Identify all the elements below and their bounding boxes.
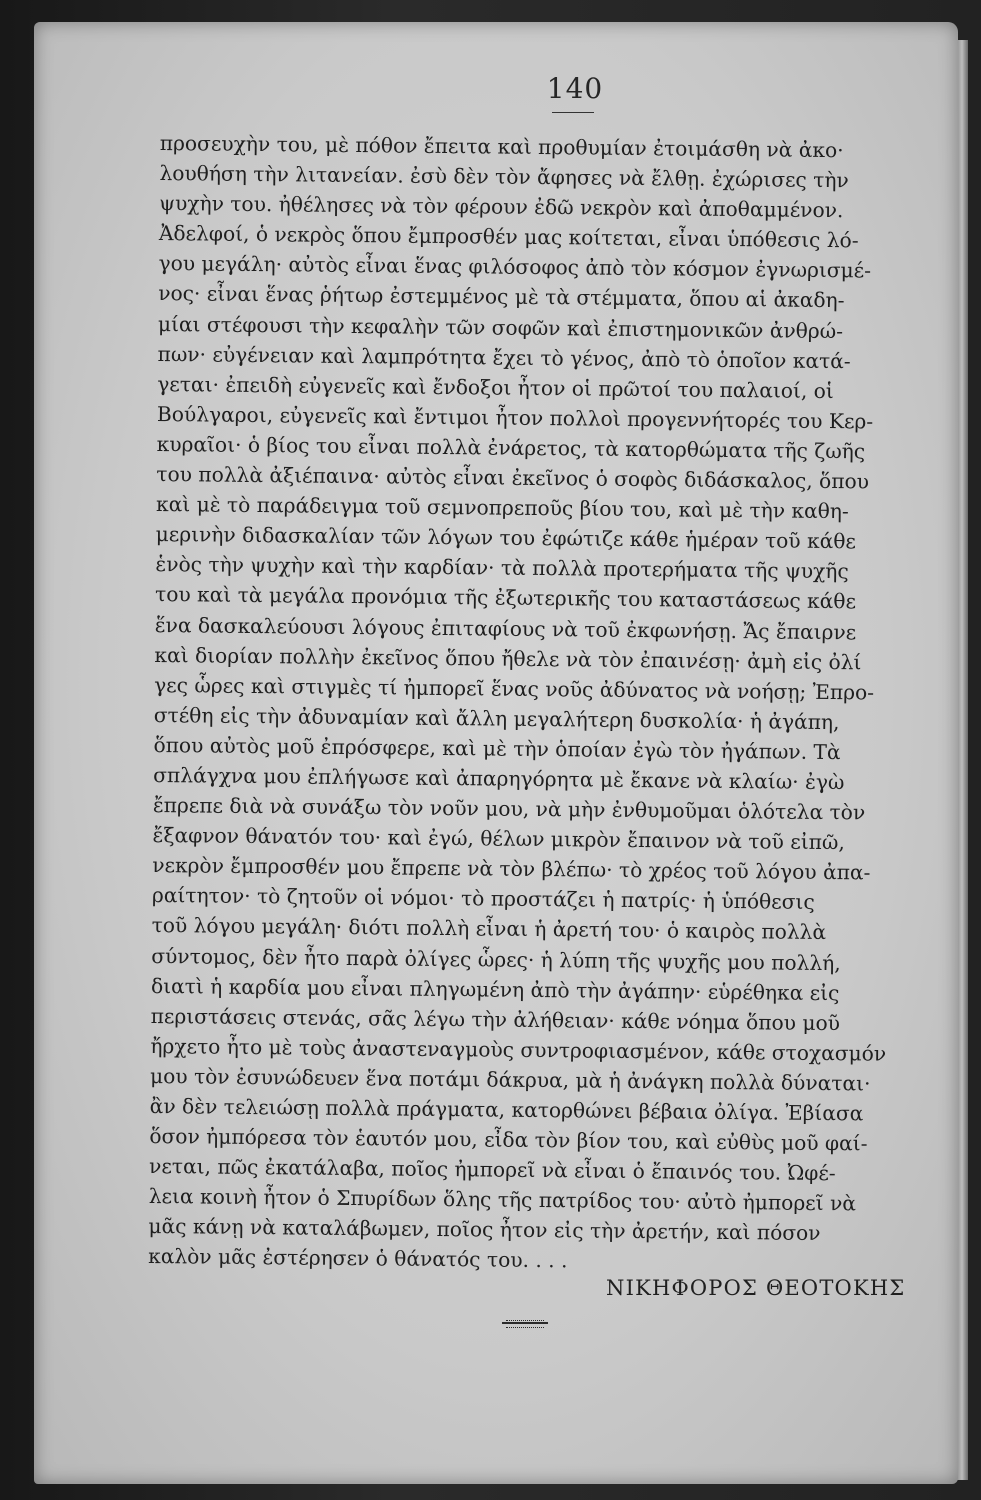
text-line: λεια κοινὴ ἦτον ὁ Σπυρίδων ὅλης τῆς πατρίδος του· αὐτὸ ἠμπορεῖ νὰ <box>148 1184 857 1216</box>
page-number-underline <box>552 112 594 113</box>
page-number: 140 <box>546 72 604 105</box>
text-line: στέθη εἰς τὴν ἀδυναμίαν καὶ ἄλλη μεγαλήτερη δυσκολία· ἡ ἀγάπη, <box>153 702 840 734</box>
text-line: σπλάγχνα μου ἐπλήγωσε καὶ ἀπαρηγόρητα μὲ ἔκανε νὰ κλαίω· ἐγὼ <box>153 762 845 795</box>
text-line: διατὶ ἡ καρδία μου εἶναι πληγωμένη ἀπὸ τὴν ἀγάπην· εὑρέθηκα εἰς <box>150 973 840 1005</box>
text-line: ραίτητον· τὸ ζητοῦν οἱ νόμοι· τὸ προστάζει ἡ πατρίς· ἡ ὑπόθεσις <box>151 883 815 915</box>
text-line: ἂν δὲν τελειώσῃ πολλὰ πράγματα, κατορθώνει βέβαια ὀλίγα. Ἐβίασα <box>149 1093 864 1126</box>
text-line: καλὸν μᾶς ἐστέρησεν ὁ θάνατός του. . . . <box>148 1244 568 1273</box>
text-line: νεται, πῶς ἐκατάλαβα, ποῖος ἠμπορεῖ νὰ εἶναι ὁ ἔπαινός του. Ὠφέ- <box>149 1154 836 1186</box>
text-line: ἕνα δασκαλεύουσι λόγους ἐπιταφίους νὰ τοῦ ἐκφωνήσῃ. Ἄς ἔπαιρνε <box>154 612 857 644</box>
text-line: μερινὴν διδασκαλίαν τῶν λόγων του ἐφώτιζε κάθε ἡμέραν τοῦ κάθε <box>155 522 857 554</box>
text-line: καὶ διορίαν πολλὴν ἐκεῖνος ὅπου ἤθελε νὰ τὸν ἐπαινέσῃ· ἀμὴ εἰς ὀλί <box>154 642 862 674</box>
text-line: νεκρὸν ἔμπροσθέν μου ἔπρεπε νὰ τὸν βλέπω· τὸ χρέος τοῦ λόγου ἀπα- <box>152 853 871 885</box>
text-line: περιστάσεις στενάς, σᾶς λέγω τὴν ἀλήθειαν· κάθε νόημα ὅπου μοῦ <box>150 1003 841 1035</box>
text-line: γου μεγάλη· αὐτὸς εἶναι ἕνας φιλόσοφος ἀπὸ τὸν κόσμον ἐγνωρισμέ- <box>158 251 872 283</box>
text-line: γεται· ἐπειδὴ εὐγενεῖς καὶ ἔνδοξοι ἦτον οἱ πρῶτοί του παλαιοί, οἱ <box>157 371 834 403</box>
text-line: ἑνὸς τὴν ψυχὴν καὶ τὴν καρδίαν· τὰ πολλὰ προτερήματα τῆς ψυχῆς <box>155 552 849 584</box>
author-signature: ΝΙΚΗΦΟΡΟΣ ΘΕΟΤΟΚΗΣ <box>606 1276 906 1300</box>
text-line: καὶ μὲ τὸ παράδειγμα τοῦ σεμνοπρεποῦς βίου του, καὶ μὲ τὴν καθη- <box>155 492 849 524</box>
text-line: του καὶ τὰ μεγάλα προνόμια τῆς ἐξωτερικῆς του καταστάσεως κάθε <box>154 582 857 614</box>
text-line: σύντομος, δὲν ἦτο παρὰ ὀλίγες ὧρες· ἡ λύπη τῆς ψυχῆς μου πολλή, <box>151 943 841 975</box>
body-text <box>148 128 960 1280</box>
text-line: ἔπρεπε διὰ νὰ συνάξω τὸν νοῦν μου, νὰ μὴν ἐνθυμοῦμαι ὁλότελα τὸν <box>152 793 866 825</box>
text-line: νος· εἶναι ἕνας ῥήτωρ ἐστεμμένος μὲ τὰ στέμματα, ὅπου αἱ ἀκαδη- <box>158 281 845 313</box>
text-line: κυραῖοι· ὁ βίος του εἶναι πολλὰ ἐνάρετος, τὰ κατορθώματα τῆς ζωῆς <box>156 431 866 464</box>
text-line: ὅσον ἠμπόρεσα τὸν ἑαυτόν μου, εἶδα τὸν βίον του, καὶ εὐθὺς μοῦ φαί- <box>149 1124 868 1156</box>
text-line: ἔξαφνον θάνατόν του· καὶ ἐγώ, θέλων μικρὸν ἔπαινον νὰ τοῦ εἰπῶ, <box>152 823 845 855</box>
ornamental-rule <box>502 1320 548 1326</box>
ornament-bar <box>502 1322 548 1324</box>
text-line: ὅπου αὐτὸς μοῦ ἐπρόσφερε, καὶ μὲ τὴν ὁποίαν ἐγὼ τὸν ἠγάπων. Τὰ <box>153 732 841 765</box>
text-line: πων· εὐγένειαν καὶ λαμπρότητα ἔχει τὸ γένος, ἀπὸ τὸ ὁποῖον κατά- <box>157 341 851 373</box>
text-line: λουθήση τὴν λιτανείαν. ἐσὺ δὲν τὸν ἄφησες νὰ ἔλθῃ. ἐχώρισες τὴν <box>159 161 849 193</box>
text-line: Ἀδελφοί, ὁ νεκρὸς ὅπου ἔμπροσθέν μας κοίτεται, εἶναι ὑπόθεσις λό- <box>158 221 859 253</box>
text-line: ἤρχετο ἦτο μὲ τοὺς ἀναστεναγμοὺς συντροφιασμένον, κάθε στοχασμόν <box>150 1033 887 1066</box>
text-line: μᾶς κάνῃ νὰ καταλάβωμεν, ποῖος ἦτον εἰς τὴν ἀρετήν, καὶ πόσον <box>148 1214 821 1246</box>
text-line: μου τὸν ἐσυνώδευεν ἕνα ποτάμι δάκρυα, μὰ ἡ ἀνάγκη πολλὰ δύναται· <box>149 1063 871 1096</box>
text-line: ψυχὴν του. ἠθέλησες νὰ τὸν φέρουν ἐδῶ νεκρὸν καὶ ἀποθαμμένον. <box>159 191 844 223</box>
text-line: μίαι στέφουσι τὴν κεφαλὴν τῶν σοφῶν καὶ ἐπιστημονικῶν ἀνθρώ- <box>157 311 844 343</box>
text-line: προσευχὴν του, μὲ πόθον ἔπειτα καὶ προθυμίαν ἐτοιμάσθη νὰ ἀκο· <box>159 130 844 163</box>
text-line: του πολλὰ ἀξιέπαινα· αὐτὸς εἶναι ἐκεῖνος ὁ σοφὸς διδάσκαλος, ὅπου <box>156 462 870 494</box>
text-line: γες ὧρες καὶ στιγμὲς τί ἠμπορεῖ ἕνας νοῦς ἀδύνατος νὰ νοήσῃ; Ἐπρο- <box>154 672 875 705</box>
text-line: Βούλγαροι, εὐγενεῖς καὶ ἔντιμοι ἦτον πολλοὶ προγεννήτορές του Κερ- <box>156 401 874 434</box>
text-line: τοῦ λόγου μεγάλη· διότι πολλὴ εἶναι ἡ ἀρετή του· ὁ καιρὸς πολλὰ <box>151 913 827 945</box>
